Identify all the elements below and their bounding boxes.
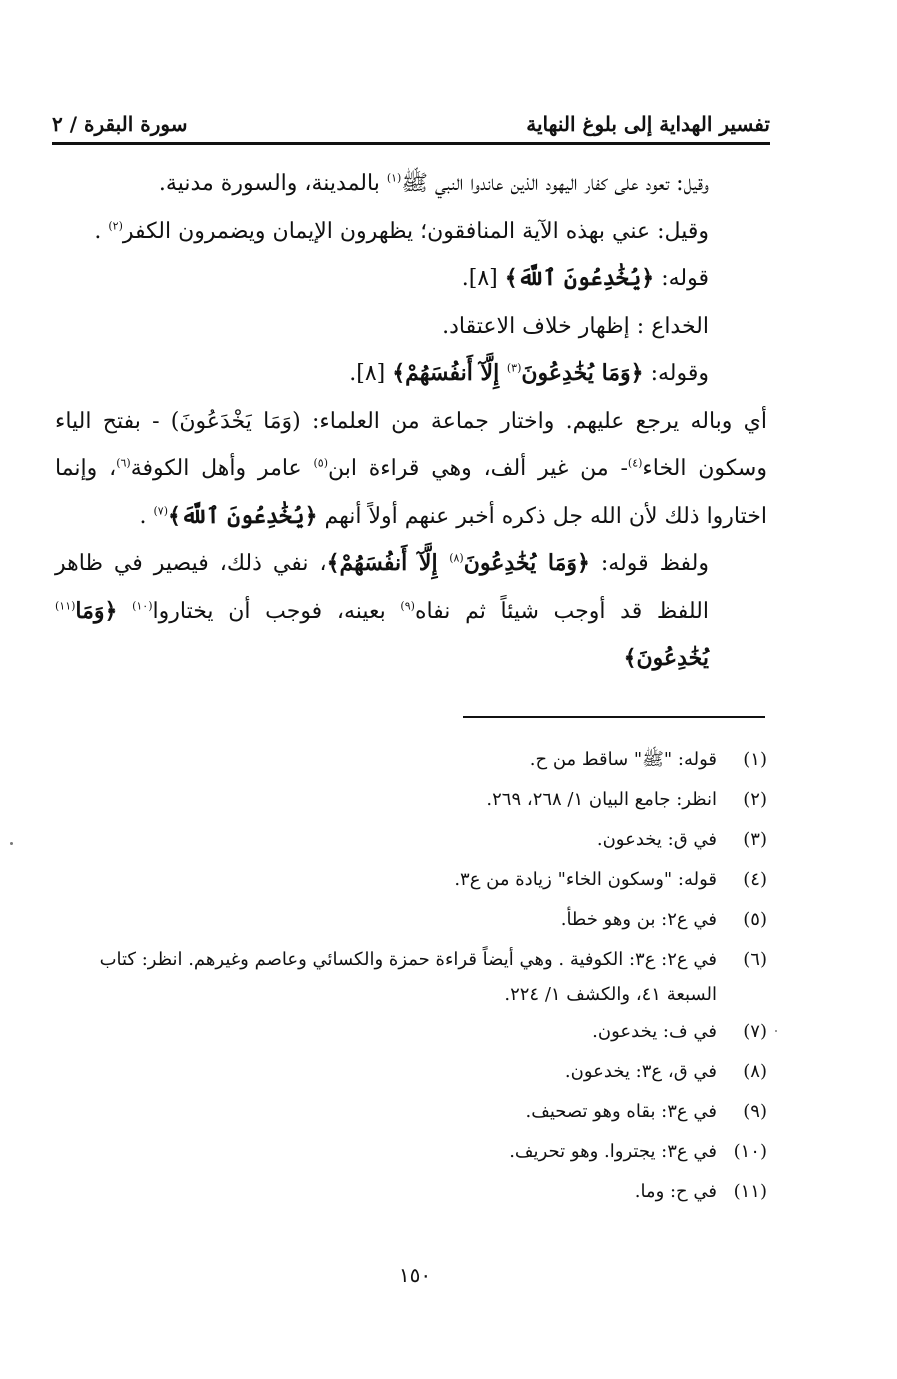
footnote-item [55, 740, 767, 780]
paragraph-text: وقيل: تعود على كفار اليهود الذين عاندوا النبي ﷺ [401, 171, 709, 196]
footnote-number: (٦) [743, 949, 767, 970]
footnote-ref: (٦) [116, 456, 131, 470]
verse-reference: [٨]. [461, 266, 505, 291]
footnote-text: في ع٢: ع٣: الكوفية . وهي أيضاً قراءة حمزة والكسائي وعاصم وغيرهم. انظر: كتاب السبعة ٤١، والكشف ١/ ٢٢٤. [99, 949, 717, 1005]
page-number: ١٥٠ [398, 1263, 432, 1287]
paragraph-text: عامر وأهل الكوفة [130, 456, 314, 481]
footnote-number: (٢) [743, 789, 767, 810]
footnote-ref: (١٠) [132, 599, 153, 613]
footnote-ref: (٥) [313, 456, 328, 470]
footnote-text: في ع٢: بن وهو خطأ. [560, 909, 717, 930]
paragraph-text [117, 599, 132, 624]
scan-speck [775, 1030, 777, 1032]
paragraph-text: - من غير ألف، وهي قراءة ابن [328, 456, 628, 481]
footnote-text: في ع٣: بقاه وهو تصحيف. [525, 1101, 717, 1122]
footnote-number: (٨) [743, 1061, 767, 1082]
footnote-text: قوله: "وسكون الخاء" زيادة من ع٣. [454, 869, 717, 890]
running-header [52, 100, 770, 136]
footnote-number: (٧) [743, 1021, 767, 1042]
quote-label: قوله: [654, 266, 709, 291]
footnote-text: في ق، ع٣: يخدعون. [564, 1061, 717, 1082]
footnote-number: (٤) [743, 869, 767, 890]
book-title: تفسير الهداية إلى بلوغ النهاية [526, 112, 770, 136]
verse-reference: [٨]. [349, 361, 393, 386]
footnote-text: في ق: يخدعون. [596, 829, 717, 850]
footnote-ref: (١) [386, 171, 402, 185]
paragraph-5 [55, 350, 767, 398]
paragraph-text: ، وإنما اختاروا ذلك لأن الله جل ذكره أخبر عنهم أولاً أنهم [55, 456, 767, 529]
footnote-number: (٩) [743, 1101, 767, 1122]
footnote-item [55, 780, 767, 820]
footnote-text: انظر: جامع البيان ١/ ٢٦٨، ٢٦٩. [486, 789, 717, 810]
paragraph-text: أي وباله يرجع عليهم. واختار جماعة من العلماء: (وَمَا يَخْدَعُونَ) - بفتح الياء وسكون الخاء [55, 408, 767, 481]
paragraph-text: الخداع : إظهار خلاف الاعتقاد. [442, 313, 709, 339]
header-rule [52, 142, 770, 145]
footnote-ref: (٣) [506, 361, 522, 375]
paragraph-text: . [94, 218, 109, 244]
quranic-verse: ﴿وَمَا يُخَٰدِعُونَ [463, 550, 590, 576]
paragraph-4 [55, 303, 767, 351]
footnote-item [55, 1132, 767, 1172]
footnote-item [55, 1012, 767, 1052]
quranic-verse: ﴿يُخَٰدِعُونَ ٱللَّهَ﴾ [168, 502, 318, 529]
footnote-text: في ع٣: يجتروا. وهو تحريف. [509, 1141, 717, 1162]
footnotes [55, 740, 767, 1212]
paragraph-text: ولفظ قوله: [589, 551, 710, 576]
footnote-item [55, 940, 767, 1012]
footnote-item [55, 1092, 767, 1132]
paragraph-text: وقيل: عني بهذه الآية المنافقون؛ يظهرون الإيمان ويضمرون الكفر [122, 218, 709, 244]
footnote-item [55, 820, 767, 860]
footnote-ref: (١١) [55, 599, 76, 613]
paragraph-2 [55, 208, 767, 256]
quranic-verse: إِلَّآ أَنفُسَهُمْ﴾ [392, 360, 507, 386]
quranic-verse: ﴿وَمَا يُخَٰدِعُونَ [521, 360, 644, 386]
paragraph-7 [55, 540, 767, 683]
footnote-ref: (٤) [627, 456, 643, 470]
footnote-number: (٣) [743, 829, 767, 850]
footnote-item [55, 900, 767, 940]
scan-speck [10, 842, 13, 845]
footnote-item [55, 1172, 767, 1212]
surah-label: سورة البقرة / ٢ [52, 112, 188, 136]
paragraph-text: ، نفي ذلك، فيصير في ظاهر اللفظ قد أوجب شيئاً ثم نفاه [55, 551, 709, 624]
quranic-verse: ﴿يُخَٰدِعُونَ ٱللَّهَ﴾ [504, 265, 655, 291]
footnote-text: قوله: "ﷺ" ساقط من ح. [529, 749, 717, 770]
footnote-number: (١٠) [733, 1141, 767, 1162]
paragraph-3 [55, 255, 767, 303]
footnote-number: (١١) [733, 1181, 767, 1202]
footnote-text: في ح: وما. [634, 1181, 717, 1202]
paragraph-6 [55, 398, 767, 541]
paragraph-text: بعينه، فوجب أن يختاروا [152, 598, 401, 624]
footnote-item [55, 860, 767, 900]
footnote-number: (١) [743, 749, 767, 770]
quranic-verse: ﴿وَمَا [75, 597, 118, 624]
main-text [55, 160, 767, 683]
footnote-ref: (٨) [449, 551, 464, 565]
footnote-text: في ف: يخدعون. [592, 1021, 717, 1042]
footnote-ref: (٩) [400, 599, 415, 613]
footnote-number: (٥) [743, 909, 767, 930]
footnote-item [55, 1052, 767, 1092]
paragraph-text: . [139, 503, 154, 529]
quranic-verse: يُخَٰدِعُونَ﴾ [623, 645, 709, 671]
paragraph-1 [55, 160, 767, 208]
quote-label: وقوله: [643, 361, 709, 386]
footnote-separator [463, 716, 765, 718]
quranic-verse: إِلَّآ أَنفُسَهُمْ﴾ [326, 550, 450, 576]
footnote-ref: (٧) [153, 504, 168, 518]
footnote-ref: (٢) [108, 219, 123, 233]
paragraph-text: بالمدينة، والسورة مدنية. [158, 171, 387, 196]
